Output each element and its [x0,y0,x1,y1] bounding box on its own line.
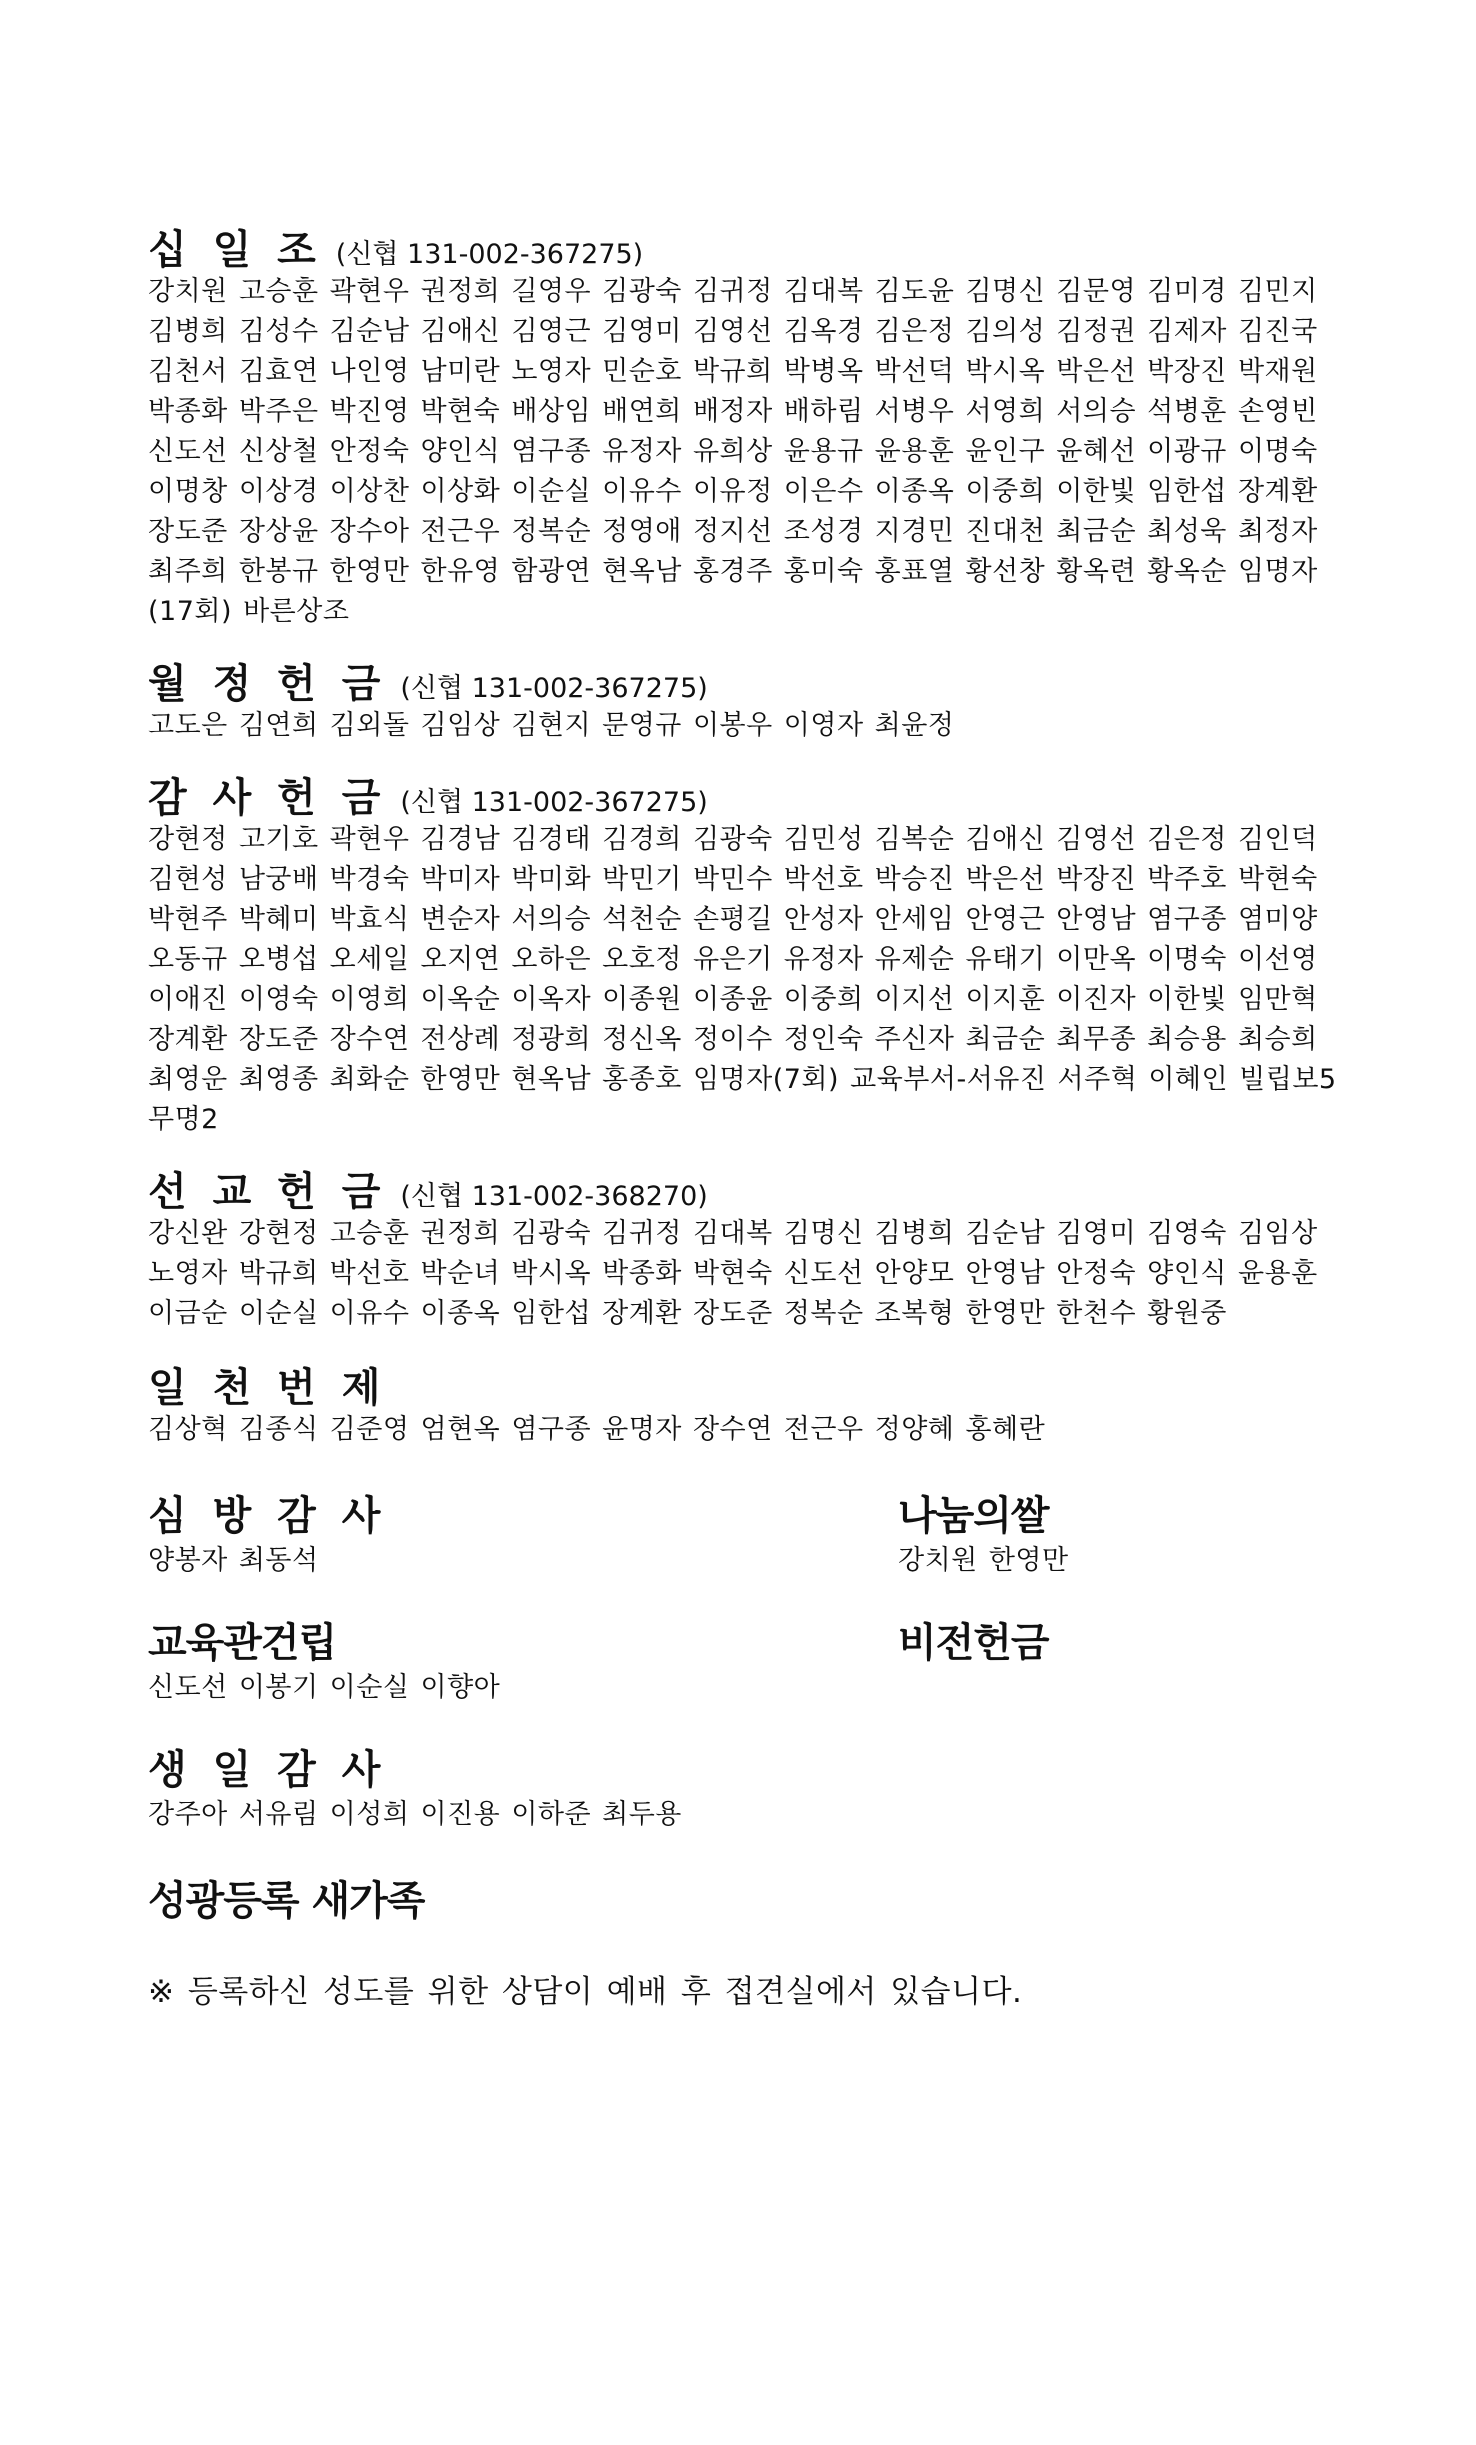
mission-offering-names: 강신완 강현정 고승훈 권정희 김광숙 김귀정 김대복 김명신 김병희 김순남 김영미 김영숙 김임상 노영자 박규희 박선호 박순녀 박시옥 박종화 박현숙 신도선 안양모 안영남 안정숙 양인식 윤용훈 이금순 이순실 이유수 이종옥 임한섭 장계환 장도준 정복순 조복형 한영만 한천수 황원중 [148,1218,1318,1329]
building-vision-row [148,1611,1338,1708]
education-building-title: 교육관건립 [148,1620,337,1666]
monthly-offering-section [148,662,1338,746]
thousand-offering-section [148,1366,1338,1450]
education-building-section [148,1611,868,1708]
tithe-section [148,228,1338,632]
thanks-offering-section [148,776,1338,1140]
education-building-names: 신도선 이봉기 이순실 이향아 [148,1672,501,1703]
thousand-offering-names: 김상혁 김종식 김준영 엄현옥 염구종 윤명자 장수연 전근우 정양혜 홍혜란 [148,1414,1046,1445]
mission-offering-section [148,1170,1338,1334]
visit-thanks-names: 양봉자 최동석 [148,1545,319,1576]
new-family-title: 성광등록 새가족 [148,1878,425,1924]
thanks-offering-account: (신협 131-002-367275) [400,787,708,818]
rice-sharing-section [898,1484,1338,1581]
monthly-offering-account: (신협 131-002-367275) [400,673,708,704]
mission-offering-account: (신협 131-002-368270) [400,1181,708,1212]
tithe-title: 십 일 조 [148,227,322,273]
notice-text: ※ 등록하신 성도를 위한 상담이 예배 후 접견실에서 있습니다. [148,1974,1023,2010]
tithe-account: (신협 131-002-367275) [335,239,644,270]
mission-offering-title: 선 교 헌 금 [148,1169,387,1215]
birthday-thanks-title: 생 일 감 사 [148,1747,387,1793]
visit-thanks-section [148,1484,868,1581]
thanks-offering-names: 강현정 고기호 곽현우 김경남 김경태 김경희 김광숙 김민성 김복순 김애신 김영선 김은정 김인덕 김현성 남궁배 박경숙 박미자 박미화 박민기 박민수 박선호 박승진 박은선 박장진 박주호 박현숙 박현주 박혜미 박효식 변순자 서의승 석천순 손평길 안성자 안세임 안영근 안영남 염구종 염미양 오동규 오병섭 오세일 오지연 오하은 오호정 유은기 유정자 유제순 유태기 이만옥 이명숙 이선영 이애진 이영숙 이영희 이옥순 이옥자 이종원 이종윤 이중희 이지선 이지훈 이진자 이한빛 임만혁 장계환 장도준 장수연 전상례 정광희 정신옥 정이수 정인숙 주신자 최금순 최무종 최승용 최승희 최영운 최영종 최화순 한영만 현옥남 홍종호 임명자(7회) 교육부서-서유진 서주혁 이혜인 빌립보5 무명2 [148,824,1337,1135]
visit-rice-row [148,1484,1338,1581]
monthly-offering-title: 월 정 헌 금 [148,661,387,707]
thanks-offering-title: 감 사 헌 금 [148,775,387,821]
birthday-thanks-section [148,1738,1338,1835]
offering-list-page [148,228,1338,2011]
monthly-offering-names: 고도은 김연희 김외돌 김임상 김현지 문영규 이봉우 이영자 최윤정 [148,710,955,741]
vision-offering-title: 비전헌금 [898,1620,1049,1666]
visit-thanks-title: 심 방 감 사 [148,1493,387,1539]
tithe-names: 강치원 고승훈 곽현우 권정희 길영우 김광숙 김귀정 김대복 김도윤 김명신 김문영 김미경 김민지 김병희 김성수 김순남 김애신 김영근 김영미 김영선 김옥경 김은정 김의성 김정권 김제자 김진국 김천서 김효연 나인영 남미란 노영자 민순호 박규희 박병옥 박선덕 박시옥 박은선 박장진 박재원 박종화 박주은 박진영 박현숙 배상임 배연희 배정자 배하림 서병우 서영희 서의승 석병훈 손영빈 신도선 신상철 안정숙 양인식 염구종 유정자 유희상 윤용규 윤용훈 윤인구 윤혜선 이광규 이명숙 이명창 이상경 이상찬 이상화 이순실 이유수 이유정 이은수 이종옥 이중희 이한빛 임한섭 장계환 장도준 장상윤 장수아 전근우 정복순 정영애 정지선 조성경 지경민 진대천 최금순 최성욱 최정자 최주희 한봉규 한영만 한유영 함광연 현옥남 홍경주 홍미숙 홍표열 황선창 황옥련 황옥순 임명자(17회) 바른상조 [148,276,1318,627]
rice-sharing-names: 강치원 한영만 [898,1545,1069,1576]
thousand-offering-title: 일 천 번 제 [148,1365,387,1411]
rice-sharing-title: 나눔의쌀 [898,1493,1049,1539]
birthday-thanks-names: 강주아 서유림 이성희 이진용 이하준 최두용 [148,1799,682,1830]
new-family-section [148,1869,1338,1926]
vision-offering-section [898,1611,1338,1708]
